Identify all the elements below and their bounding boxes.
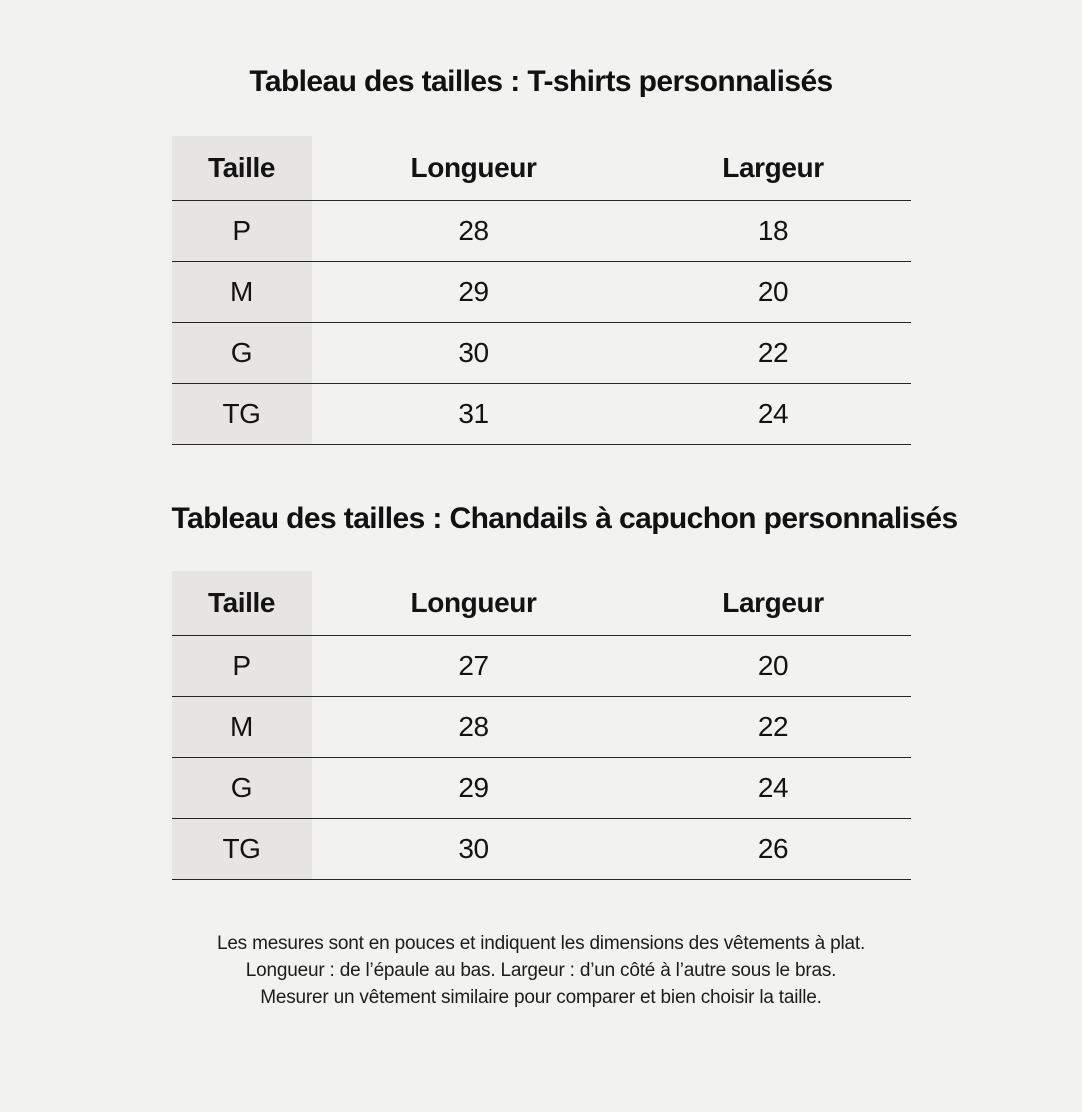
column-header-largeur: Largeur xyxy=(636,136,911,201)
width-cell: 26 xyxy=(636,819,911,880)
column-header-taille: Taille xyxy=(172,571,312,636)
size-cell: G xyxy=(172,323,312,384)
table-row xyxy=(172,262,911,323)
size-cell: G xyxy=(172,758,312,819)
table-row xyxy=(172,758,911,819)
length-cell: 28 xyxy=(312,201,636,262)
width-cell: 22 xyxy=(636,323,911,384)
table-row xyxy=(172,697,911,758)
size-cell: P xyxy=(172,636,312,697)
length-cell: 27 xyxy=(312,636,636,697)
table-row xyxy=(172,201,911,262)
length-cell: 28 xyxy=(312,697,636,758)
width-cell: 22 xyxy=(636,697,911,758)
width-cell: 20 xyxy=(636,262,911,323)
footnote-line-2: Longueur : de l’épaule au bas. Largeur : d’un côté à l’autre sous le bras. xyxy=(245,960,837,981)
length-cell: 30 xyxy=(312,819,636,880)
size-cell: M xyxy=(172,697,312,758)
table-row xyxy=(172,636,911,697)
width-cell: 24 xyxy=(636,758,911,819)
footnote-line-3: Mesurer un vêtement similaire pour comparer et bien choisir la taille. xyxy=(260,987,822,1008)
length-cell: 29 xyxy=(312,262,636,323)
hoodie-size-table xyxy=(172,571,911,880)
tshirt-chart-title: Tableau des tailles : T-shirts personnalisés xyxy=(249,65,833,98)
size-cell: TG xyxy=(172,384,312,445)
hoodie-chart-title: Tableau des tailles : Chandails à capuchon personnalisés xyxy=(171,502,958,535)
size-cell: P xyxy=(172,201,312,262)
table-header-row xyxy=(172,571,911,636)
length-cell: 31 xyxy=(312,384,636,445)
column-header-largeur: Largeur xyxy=(636,571,911,636)
size-cell: M xyxy=(172,262,312,323)
table-row xyxy=(172,323,911,384)
column-header-taille: Taille xyxy=(172,136,312,201)
width-cell: 20 xyxy=(636,636,911,697)
length-cell: 29 xyxy=(312,758,636,819)
table-row xyxy=(172,384,911,445)
footnote-line-1: Les mesures sont en pouces et indiquent les dimensions des vêtements à plat. xyxy=(216,933,866,954)
column-header-longueur: Longueur xyxy=(312,136,636,201)
size-cell: TG xyxy=(172,819,312,880)
table-row xyxy=(172,819,911,880)
table-header-row xyxy=(172,136,911,201)
width-cell: 18 xyxy=(636,201,911,262)
column-header-longueur: Longueur xyxy=(312,571,636,636)
tshirt-size-table xyxy=(172,136,911,445)
size-chart-page xyxy=(171,64,958,1011)
length-cell: 30 xyxy=(312,323,636,384)
measurement-footnote xyxy=(172,930,911,1011)
width-cell: 24 xyxy=(636,384,911,445)
